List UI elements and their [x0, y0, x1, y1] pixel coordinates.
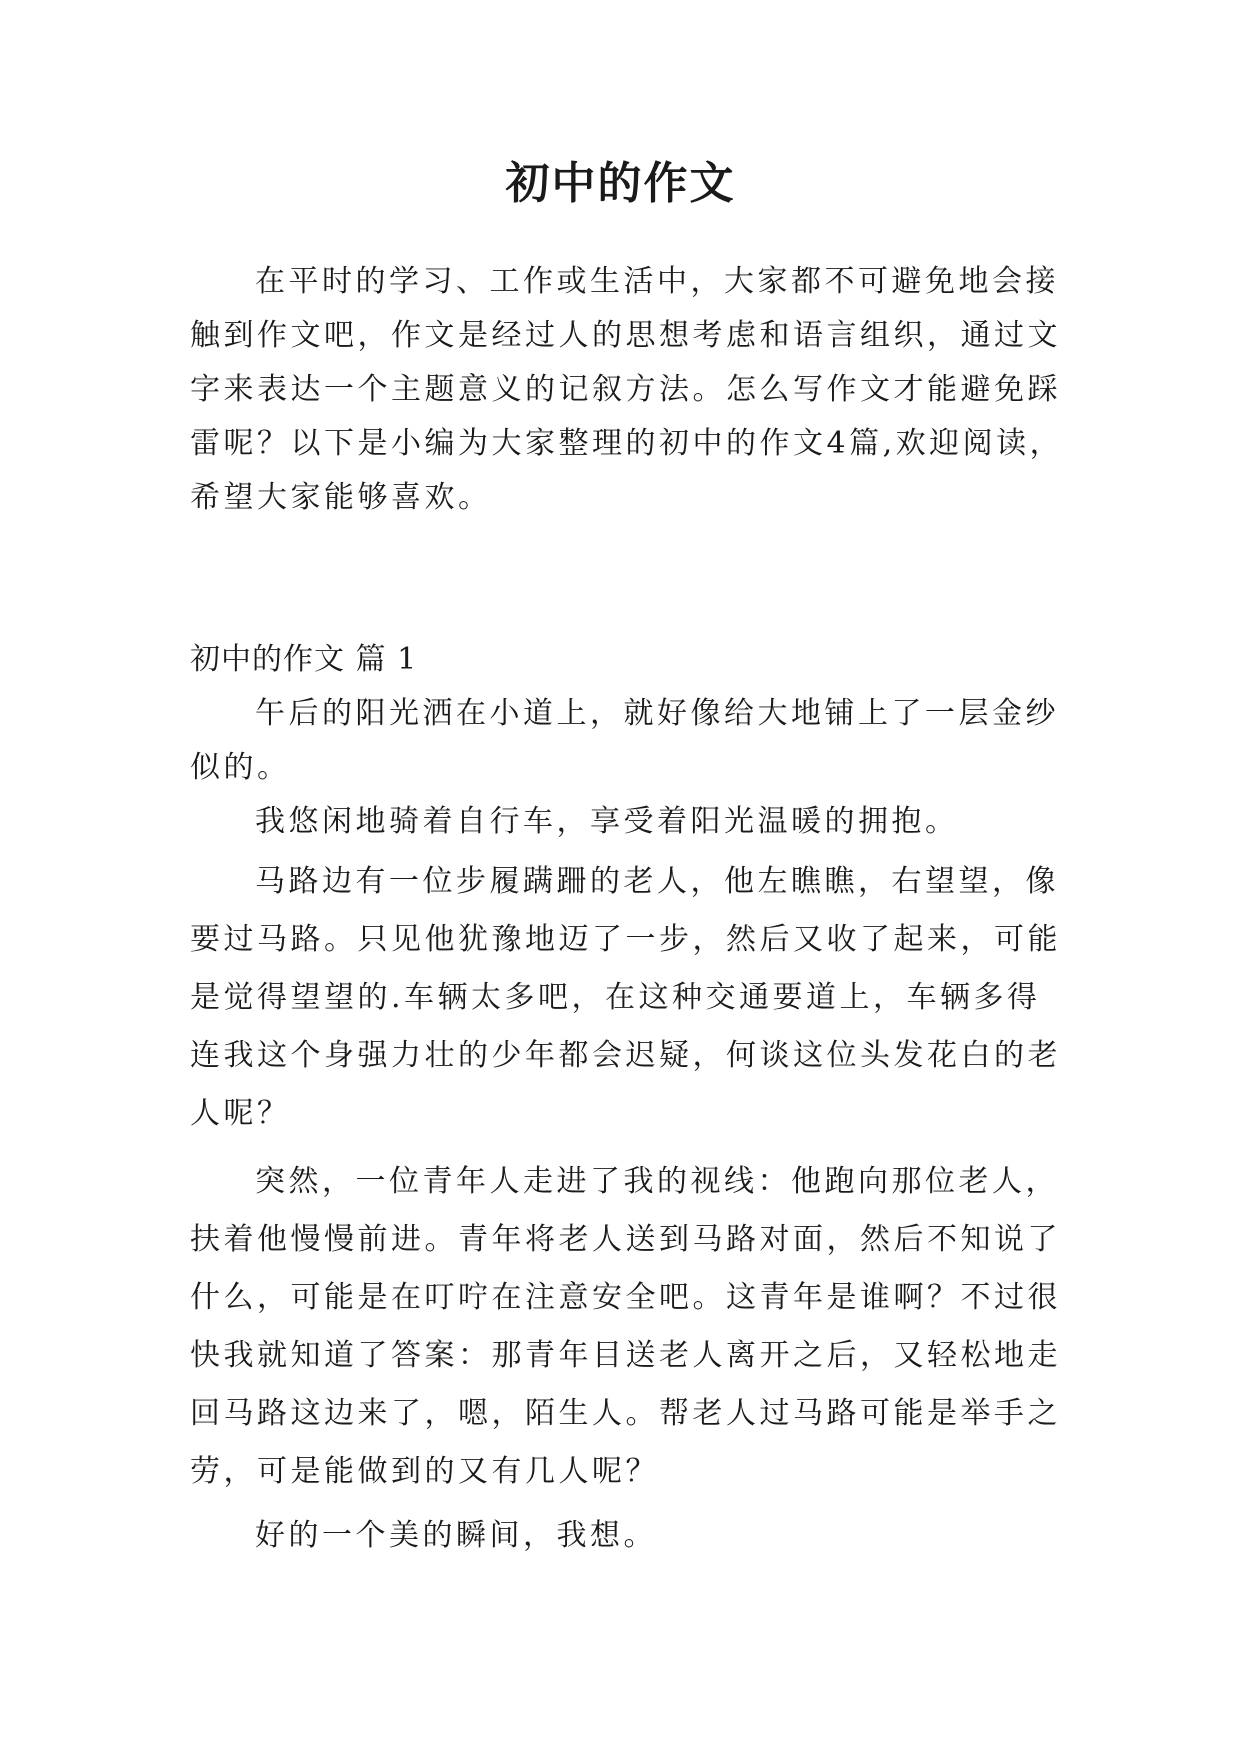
body-line: 好的一个美的瞬间，我想。	[255, 1518, 657, 1553]
body-line: 突然，一位青年人走进了我的视线：他跑向那位老人，	[255, 1164, 1059, 1199]
body-line: 似的。	[190, 750, 291, 785]
body-line: 马路边有一位步履蹒跚的老人，他左瞧瞧，右望望，像	[255, 864, 1059, 899]
body-line: 劳，可是能做到的又有几人呢？	[190, 1454, 659, 1489]
body-line: 午后的阳光洒在小道上，就好像给大地铺上了一层金纱	[255, 696, 1059, 731]
intro-line: 在平时的学习、工作或生活中，大家都不可避免地会接	[255, 264, 1059, 299]
intro-line: 字来表达一个主题意义的记叙方法。怎么写作文才能避免踩	[190, 372, 1061, 407]
body-line: 是觉得望望的.车辆太多吧，在这种交通要道上，车辆多得	[190, 980, 1041, 1015]
body-line: 什么，可能是在叮咛在注意安全吧。这青年是谁啊？不过很	[190, 1280, 1061, 1315]
body-line: 人呢？	[190, 1096, 291, 1131]
intro-line: 触到作文吧，作文是经过人的思想考虑和语言组织，通过文	[190, 318, 1061, 353]
section-heading: 初中的作文 篇 1	[190, 642, 418, 677]
intro-line: 雷呢？以下是小编为大家整理的初中的作文4篇,欢迎阅读，	[190, 426, 1064, 461]
body-line: 快我就知道了答案：那青年目送老人离开之后，又轻松地走	[190, 1338, 1061, 1373]
body-line: 回马路这边来了，嗯，陌生人。帮老人过马路可能是举手之	[190, 1396, 1061, 1431]
body-line: 连我这个身强力壮的少年都会迟疑，何谈这位头发花白的老	[190, 1038, 1061, 1073]
body-line: 要过马路。只见他犹豫地迈了一步，然后又收了起来，可能	[190, 922, 1061, 957]
intro-line: 希望大家能够喜欢。	[190, 480, 492, 515]
document-title: 初中的作文	[505, 158, 736, 209]
body-line: 我悠闲地骑着自行车，享受着阳光温暖的拥抱。	[255, 804, 959, 839]
body-line: 扶着他慢慢前进。青年将老人送到马路对面，然后不知说了	[190, 1222, 1061, 1257]
